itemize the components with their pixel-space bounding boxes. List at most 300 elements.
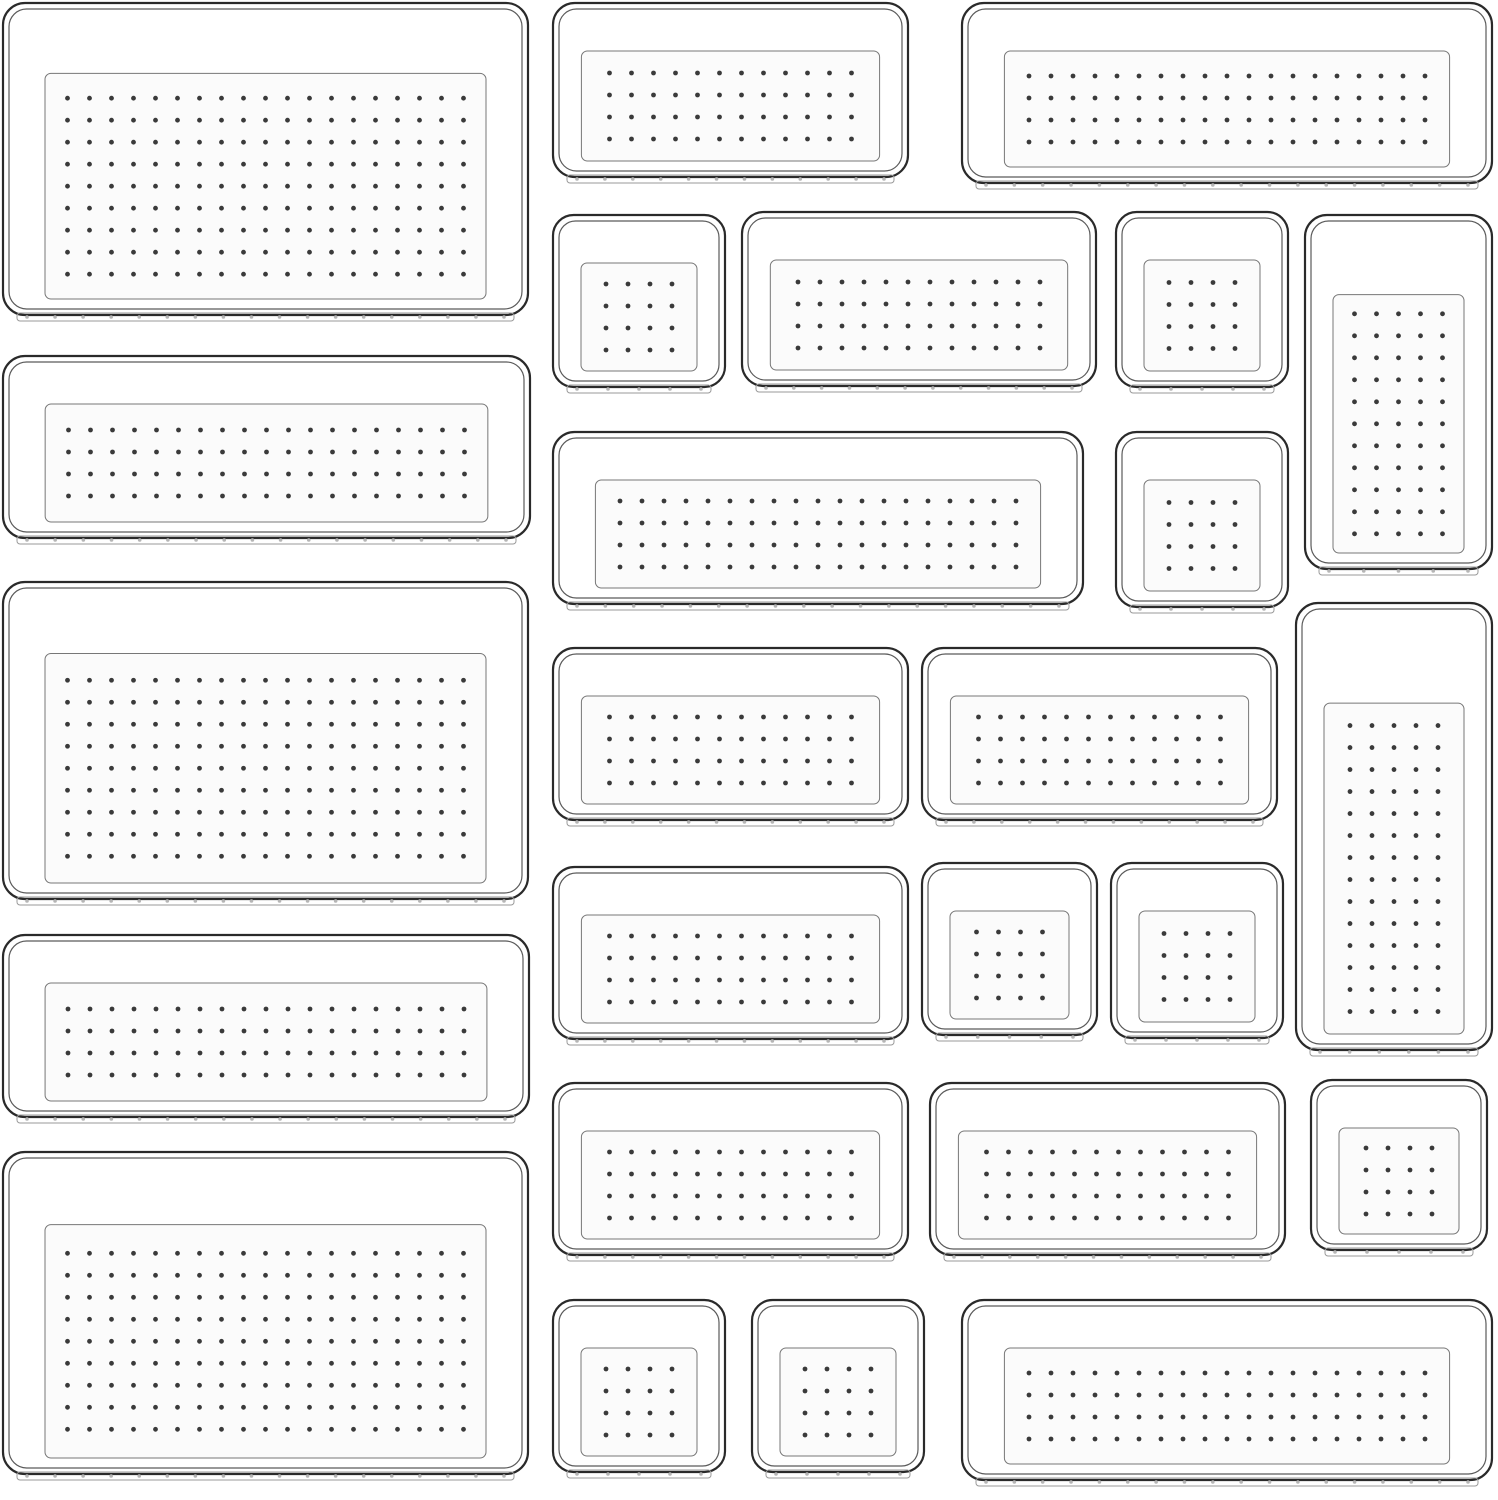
tray-dot	[783, 781, 788, 786]
tray-dot	[417, 788, 422, 793]
tray-dot	[1423, 1371, 1428, 1376]
tray-dot	[417, 832, 422, 837]
tray-foot	[1231, 1255, 1235, 1259]
tray-dot	[1174, 715, 1179, 720]
tray-dot	[984, 1216, 989, 1221]
tray-dot	[1182, 1194, 1187, 1199]
tray-dot	[717, 759, 722, 764]
tray-foot	[1381, 1480, 1385, 1484]
tray-dot	[1211, 544, 1216, 549]
tray-dot	[1211, 566, 1216, 571]
tray-dot	[153, 788, 158, 793]
tray-dot	[1414, 965, 1419, 970]
tray-dot	[948, 521, 953, 526]
tray-dot	[374, 494, 379, 499]
tray-dot	[629, 978, 634, 983]
tray-dot	[241, 1383, 246, 1388]
tray-dot	[329, 118, 334, 123]
tray-foot	[1064, 1255, 1068, 1259]
tray-dot	[330, 1051, 335, 1056]
tray-dot	[673, 737, 678, 742]
tray-dot	[838, 543, 843, 548]
tray-dot	[706, 543, 711, 548]
tray-dot	[950, 324, 955, 329]
tray-foot	[1397, 569, 1401, 573]
tray-dot	[1108, 781, 1113, 786]
tray-dot	[1313, 140, 1318, 145]
tray-foot	[165, 899, 169, 903]
tray-dot	[1138, 1194, 1143, 1199]
tray-dot	[241, 1361, 246, 1366]
tray-dot	[462, 1007, 467, 1012]
tray-dot	[772, 543, 777, 548]
tray-dot	[1040, 974, 1045, 979]
tray-foot	[476, 538, 480, 542]
tray-dot	[439, 722, 444, 727]
tray-dot	[65, 700, 70, 705]
tray-dot	[1247, 1393, 1252, 1398]
tray-dot	[87, 1251, 92, 1256]
tray-dot	[131, 722, 136, 727]
tray-dot	[1348, 789, 1353, 794]
tray-dot	[761, 1000, 766, 1005]
tray-dot	[1189, 302, 1194, 307]
tray-dot	[373, 1405, 378, 1410]
tray-foot	[306, 899, 310, 903]
tray-foot	[1239, 183, 1243, 187]
tray-dot	[1167, 324, 1172, 329]
tray-dot	[131, 140, 136, 145]
tray-dot	[695, 978, 700, 983]
tray-dot	[626, 348, 631, 353]
tray-dot	[153, 1427, 158, 1432]
tray-foot	[575, 1472, 579, 1476]
tray-dot	[109, 722, 114, 727]
tray-dot	[1430, 1212, 1435, 1217]
tray-foot	[250, 899, 254, 903]
tray-dot	[825, 1433, 830, 1438]
tray-dot	[395, 722, 400, 727]
tray-dot	[750, 521, 755, 526]
tray-foot	[1029, 604, 1033, 608]
tray-dot	[330, 450, 335, 455]
tray-dot	[1392, 855, 1397, 860]
tray-dot	[417, 206, 422, 211]
tray-dot	[109, 250, 114, 255]
tray-dot	[970, 543, 975, 548]
tray-dot	[840, 346, 845, 351]
tray-dot	[88, 1029, 93, 1034]
tray-dot	[88, 428, 93, 433]
tray-dot	[263, 96, 268, 101]
tray-dot	[1050, 1172, 1055, 1177]
tray-dot	[417, 722, 422, 727]
tray-dot	[1020, 715, 1025, 720]
tray-dot	[351, 810, 356, 815]
tray-dot	[219, 1427, 224, 1432]
tray-dot	[869, 1411, 874, 1416]
tray-dot	[153, 678, 158, 683]
tray-floor	[45, 404, 488, 522]
tray-dot	[131, 272, 136, 277]
tray-dot	[1181, 96, 1186, 101]
tray-dot	[1181, 74, 1186, 79]
tray-dot	[352, 472, 357, 477]
tray-dot	[131, 162, 136, 167]
tray-dot	[976, 737, 981, 742]
tray-dot	[219, 788, 224, 793]
tray-dot	[352, 494, 357, 499]
tray-dot	[87, 206, 92, 211]
tray-dot	[219, 722, 224, 727]
tray-dot	[88, 1051, 93, 1056]
tray-dot	[219, 250, 224, 255]
tray-floor	[1144, 260, 1260, 371]
tray-foot	[110, 1117, 114, 1121]
tray-dot	[717, 956, 722, 961]
tray-dot	[1436, 811, 1441, 816]
tray-dot	[286, 450, 291, 455]
tray-dot	[827, 93, 832, 98]
tray-foot	[1069, 1480, 1073, 1484]
tray-dot	[395, 140, 400, 145]
tray-dot	[1064, 781, 1069, 786]
organizer-tray-medium	[922, 648, 1277, 826]
tray-foot	[1318, 1050, 1322, 1054]
tray-foot	[250, 315, 254, 319]
tray-dot	[1348, 899, 1353, 904]
tray-foot	[362, 315, 366, 319]
tray-dot	[198, 1051, 203, 1056]
tray-dot	[219, 1295, 224, 1300]
tray-dot	[1370, 855, 1375, 860]
tray-foot	[1259, 1255, 1263, 1259]
tray-dot	[131, 206, 136, 211]
tray-dot	[838, 565, 843, 570]
tray-dot	[648, 1411, 653, 1416]
tray-dot	[1159, 96, 1164, 101]
tray-dot	[439, 744, 444, 749]
tray-dot	[439, 228, 444, 233]
tray-dot	[241, 810, 246, 815]
tray-dot	[1049, 1415, 1054, 1420]
tray-foot	[25, 1474, 29, 1478]
tray-dot	[1130, 715, 1135, 720]
tray-dot	[717, 1172, 722, 1177]
tray-dot	[109, 854, 114, 859]
tray-dot	[1211, 324, 1216, 329]
tray-dot	[1436, 1009, 1441, 1014]
tray-foot	[792, 386, 796, 390]
tray-dot	[1038, 280, 1043, 285]
tray-dot	[109, 1405, 114, 1410]
tray-dot	[66, 472, 71, 477]
tray-dot	[750, 565, 755, 570]
tray-dot	[1016, 346, 1021, 351]
tray-dot	[1203, 140, 1208, 145]
tray-dot	[1335, 96, 1340, 101]
tray-dot	[849, 93, 854, 98]
tray-foot	[854, 820, 858, 824]
tray-dot	[827, 1194, 832, 1199]
tray-foot	[687, 177, 691, 181]
tray-dot	[1423, 1393, 1428, 1398]
tray-dot	[373, 722, 378, 727]
tray-dot	[329, 1427, 334, 1432]
tray-dot	[395, 1361, 400, 1366]
tray-dot	[998, 715, 1003, 720]
tray-dot	[1414, 899, 1419, 904]
tray-dot	[461, 118, 466, 123]
tray-dot	[739, 71, 744, 76]
tray-dot	[626, 326, 631, 331]
tray-dot	[684, 543, 689, 548]
tray-dot	[241, 1295, 246, 1300]
tray-dot	[307, 250, 312, 255]
tray-dot	[1038, 302, 1043, 307]
tray-dot	[1408, 1168, 1413, 1173]
tray-dot	[739, 978, 744, 983]
tray-dot	[131, 1273, 136, 1278]
tray-dot	[241, 250, 246, 255]
tray-dot	[728, 565, 733, 570]
tray-foot	[166, 538, 170, 542]
tray-dot	[373, 1251, 378, 1256]
tray-dot	[351, 700, 356, 705]
tray-floor	[1144, 480, 1260, 591]
tray-dot	[285, 140, 290, 145]
tray-dot	[673, 978, 678, 983]
tray-foot	[1409, 1480, 1413, 1484]
tray-dot	[1414, 855, 1419, 860]
tray-dot	[197, 96, 202, 101]
tray-dot	[1436, 789, 1441, 794]
tray-dot	[1027, 140, 1032, 145]
tray-foot	[334, 1474, 338, 1478]
tray-dot	[1352, 487, 1357, 492]
tray-dot	[461, 810, 466, 815]
tray-dot	[439, 1295, 444, 1300]
tray-floor	[1324, 703, 1464, 1034]
tray-dot	[352, 1073, 357, 1078]
tray-dot	[728, 499, 733, 504]
tray-dot	[65, 1383, 70, 1388]
tray-dot	[706, 499, 711, 504]
tray-dot	[970, 521, 975, 526]
tray-foot	[25, 315, 29, 319]
tray-dot	[241, 184, 246, 189]
tray-dot	[308, 428, 313, 433]
tray-dot	[395, 854, 400, 859]
tray-dot	[1086, 759, 1091, 764]
tray-dot	[1049, 1393, 1054, 1398]
tray-dot	[1042, 781, 1047, 786]
tray-dot	[1174, 759, 1179, 764]
tray-dot	[153, 1339, 158, 1344]
tray-foot	[1203, 1255, 1207, 1259]
tray-dot	[648, 1389, 653, 1394]
tray-dot	[827, 737, 832, 742]
tray-dot	[176, 450, 181, 455]
tray-dot	[906, 324, 911, 329]
tray-dot	[110, 472, 115, 477]
tray-dot	[805, 956, 810, 961]
tray-dot	[65, 1251, 70, 1256]
tray-dot	[1040, 930, 1045, 935]
tray-dot	[1392, 811, 1397, 816]
tray-dot	[176, 1029, 181, 1034]
tray-dot	[1418, 399, 1423, 404]
tray-dot	[241, 744, 246, 749]
tray-dot	[110, 494, 115, 499]
tray-dot	[1396, 421, 1401, 426]
tray-dot	[373, 1295, 378, 1300]
tray-dot	[65, 788, 70, 793]
tray-dot	[1094, 1216, 1099, 1221]
tray-dot	[329, 206, 334, 211]
tray-dot	[1370, 987, 1375, 992]
tray-dot	[803, 1411, 808, 1416]
tray-dot	[640, 565, 645, 570]
tray-dot	[794, 499, 799, 504]
tray-dot	[884, 302, 889, 307]
tray-floor	[1139, 911, 1255, 1022]
tray-dot	[220, 472, 225, 477]
tray-dot	[395, 228, 400, 233]
tray-dot	[1027, 74, 1032, 79]
tray-dot	[673, 1000, 678, 1005]
tray-dot	[330, 472, 335, 477]
tray-dot	[373, 1383, 378, 1388]
tray-dot	[373, 1427, 378, 1432]
tray-dot	[882, 543, 887, 548]
tray-dot	[175, 1317, 180, 1322]
tray-dot	[761, 1216, 766, 1221]
tray-dot	[197, 722, 202, 727]
tray-dot	[1247, 74, 1252, 79]
tray-dot	[462, 1029, 467, 1034]
tray-dot	[1225, 96, 1230, 101]
tray-dot	[1364, 1146, 1369, 1151]
tray-dot	[219, 206, 224, 211]
organizer-tray-medium	[553, 648, 908, 826]
tray-dot	[308, 1007, 313, 1012]
tray-dot	[1357, 74, 1362, 79]
tray-dot	[219, 854, 224, 859]
tray-foot	[931, 386, 935, 390]
tray-dot	[1370, 811, 1375, 816]
tray-dot	[87, 162, 92, 167]
tray-dot	[352, 450, 357, 455]
tray-dot	[849, 1194, 854, 1199]
tray-dot	[176, 472, 181, 477]
tray-dot	[175, 1251, 180, 1256]
tray-dot	[198, 472, 203, 477]
tray-dot	[395, 810, 400, 815]
tray-dot	[1408, 1146, 1413, 1151]
tray-dot	[154, 494, 159, 499]
organizer-tray-large	[3, 582, 528, 905]
tray-dot	[241, 228, 246, 233]
tray-dot	[618, 543, 623, 548]
tray-dot	[1184, 975, 1189, 980]
tray-dot	[662, 521, 667, 526]
tray-foot	[1120, 1255, 1124, 1259]
tray-dot	[1440, 399, 1445, 404]
tray-dot	[131, 1427, 136, 1432]
tray-dot	[739, 1172, 744, 1177]
tray-dot	[418, 1029, 423, 1034]
tray-dot	[1016, 280, 1021, 285]
tray-foot	[898, 1472, 902, 1476]
tray-dot	[974, 974, 979, 979]
tray-dot	[220, 1073, 225, 1078]
tray-foot	[109, 315, 113, 319]
tray-dot	[175, 1405, 180, 1410]
tray-dot	[307, 788, 312, 793]
tray-dot	[1189, 566, 1194, 571]
tray-dot	[651, 93, 656, 98]
tray-dot	[461, 1383, 466, 1388]
tray-dot	[1291, 118, 1296, 123]
tray-dot	[109, 1339, 114, 1344]
tray-dot	[417, 96, 422, 101]
tray-dot	[827, 715, 832, 720]
tray-dot	[1291, 74, 1296, 79]
tray-dot	[1020, 737, 1025, 742]
tray-dot	[1313, 96, 1318, 101]
tray-foot	[1466, 569, 1470, 573]
tray-dot	[307, 678, 312, 683]
tray-dot	[307, 700, 312, 705]
tray-dot	[1160, 1172, 1165, 1177]
tray-dot	[1184, 931, 1189, 936]
tray-dot	[373, 788, 378, 793]
tray-dot	[662, 499, 667, 504]
tray-dot	[1357, 1371, 1362, 1376]
tray-foot	[1183, 1480, 1187, 1484]
tray-dot	[153, 1273, 158, 1278]
tray-dot	[440, 1073, 445, 1078]
tray-dot	[1115, 1437, 1120, 1442]
tray-dot	[1071, 118, 1076, 123]
tray-dot	[1228, 931, 1233, 936]
tray-dot	[264, 1007, 269, 1012]
tray-foot	[826, 820, 830, 824]
tray-dot	[998, 737, 1003, 742]
tray-dot	[739, 1150, 744, 1155]
tray-dot	[1348, 965, 1353, 970]
tray-dot	[1226, 1194, 1231, 1199]
tray-dot	[847, 1389, 852, 1394]
tray-dot	[1130, 737, 1135, 742]
tray-dot	[1203, 118, 1208, 123]
tray-dot	[110, 1007, 115, 1012]
tray-dot	[604, 348, 609, 353]
tray-dot	[109, 1361, 114, 1366]
tray-dot	[263, 1339, 268, 1344]
tray-dot	[1335, 1415, 1340, 1420]
tray-dot	[175, 162, 180, 167]
tray-dot	[1436, 921, 1441, 926]
tray-dot	[219, 832, 224, 837]
tray-dot	[1374, 487, 1379, 492]
tray-dot	[110, 450, 115, 455]
tray-dot	[373, 140, 378, 145]
tray-foot	[826, 1255, 830, 1259]
tray-foot	[81, 1117, 85, 1121]
tray-foot	[279, 538, 283, 542]
